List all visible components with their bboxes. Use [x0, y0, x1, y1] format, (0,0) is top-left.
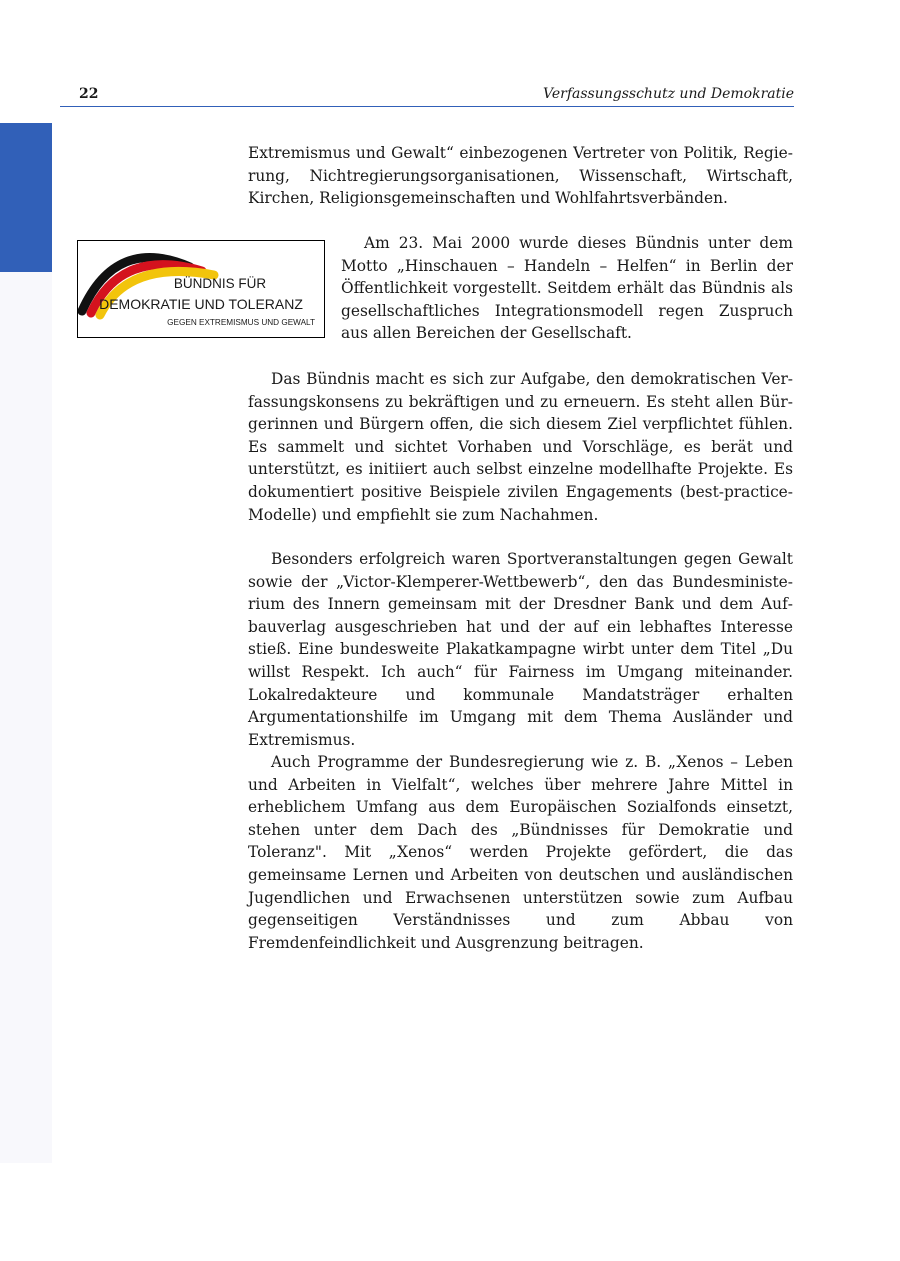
logo-line-3: GEGEN EXTREMISMUS UND GEWALT: [167, 318, 315, 327]
page-number: 22: [79, 86, 99, 102]
paragraph-veranstaltungen: Besonders erfolgreich waren Sportveranstaltungen gegen Gewalt sowie der „Victor-Klemperer-Wettbewerb“, den das Bundesministerium des Innern gemeinsam mit der Dresdner Bank und dem Aufbauverlag ausgeschrieben hat und der auf ein lebhaftes Interesse stieß. Eine bundesweite Plakatkampagne wirbt unter dem Titel „Du willst Respekt. Ich auch“ für Fairness im Umgang miteinander. Lokalredakteure und kommunale Mandatsträger erhalten Argumentationshilfe im Umgang mit dem Thema Ausländer und Extremismus.: [248, 550, 793, 749]
alliance-logo: [77, 240, 325, 338]
paragraph-bundnis-aufgabe: Das Bündnis macht es sich zur Aufgabe, den demokratischen Verfassungskonsens zu bekräftigen und zu erneuern. Es steht allen Bürgerinnen und Bürgern offen, die sich diesem Ziel verpflichtet fühlen. Es sammelt und sichtet Vorhaben und Vorschläge, es berät und unterstützt, es initiiert auch selbst einzelne modellhafte Projekte. Es dokumentiert positive Beispiele zivilen Engagements (best-practice-Modelle) und empfiehlt sie zum Nachahmen.: [248, 370, 793, 524]
logo-line-1: BÜNDNIS FÜR: [173, 276, 267, 291]
side-margin-strip: [0, 123, 52, 1163]
paragraph-bundnis-launch: Am 23. Mai 2000 wurde dieses Bündnis unter dem Motto „Hinschauen – Handeln – Helfen“ in Berlin der Öffentlichkeit vorgestellt. Seitdem erhält das Bündnis als gesellschaftliches Integrationsmodell regen Zuspruch aus allen Bereichen der Gesellschaft.: [341, 234, 793, 343]
running-title: Verfassungsschutz und Demokratie: [543, 86, 794, 102]
paragraph-continuation: Extremismus und Gewalt“ einbezogenen Vertreter von Politik, Regierung, Nichtregierungsorganisationen, Wissenschaft, Wirtschaft, Kirchen, Religionsgemeinschaften und Wohlfahrtsverbänden.: [248, 144, 793, 208]
chapter-tab-marker: [0, 123, 52, 272]
header-rule: [60, 106, 794, 107]
logo-line-2: DEMOKRATIE UND TOLERANZ: [99, 296, 303, 312]
paragraph-xenos: Auch Programme der Bundesregierung wie z. B. „Xenos – Leben und Arbeiten in Vielfalt“, welches über mehrere Jahre Mittel in erheblichem Umfang aus dem Europäischen Sozialfonds einsetzt, stehen unter dem Dach des „Bündnisses für Demokratie und Toleranz". Mit „Xenos“ werden Projekte gefördert, die das gemeinsame Lernen und Arbeiten von deutschen und ausländischen Jugendlichen und Erwachsenen unterstützen sowie zum Aufbau gegenseitigen Verständnisses und zum Abbau von Fremdenfeindlichkeit und Ausgrenzung beitragen.: [248, 753, 793, 952]
